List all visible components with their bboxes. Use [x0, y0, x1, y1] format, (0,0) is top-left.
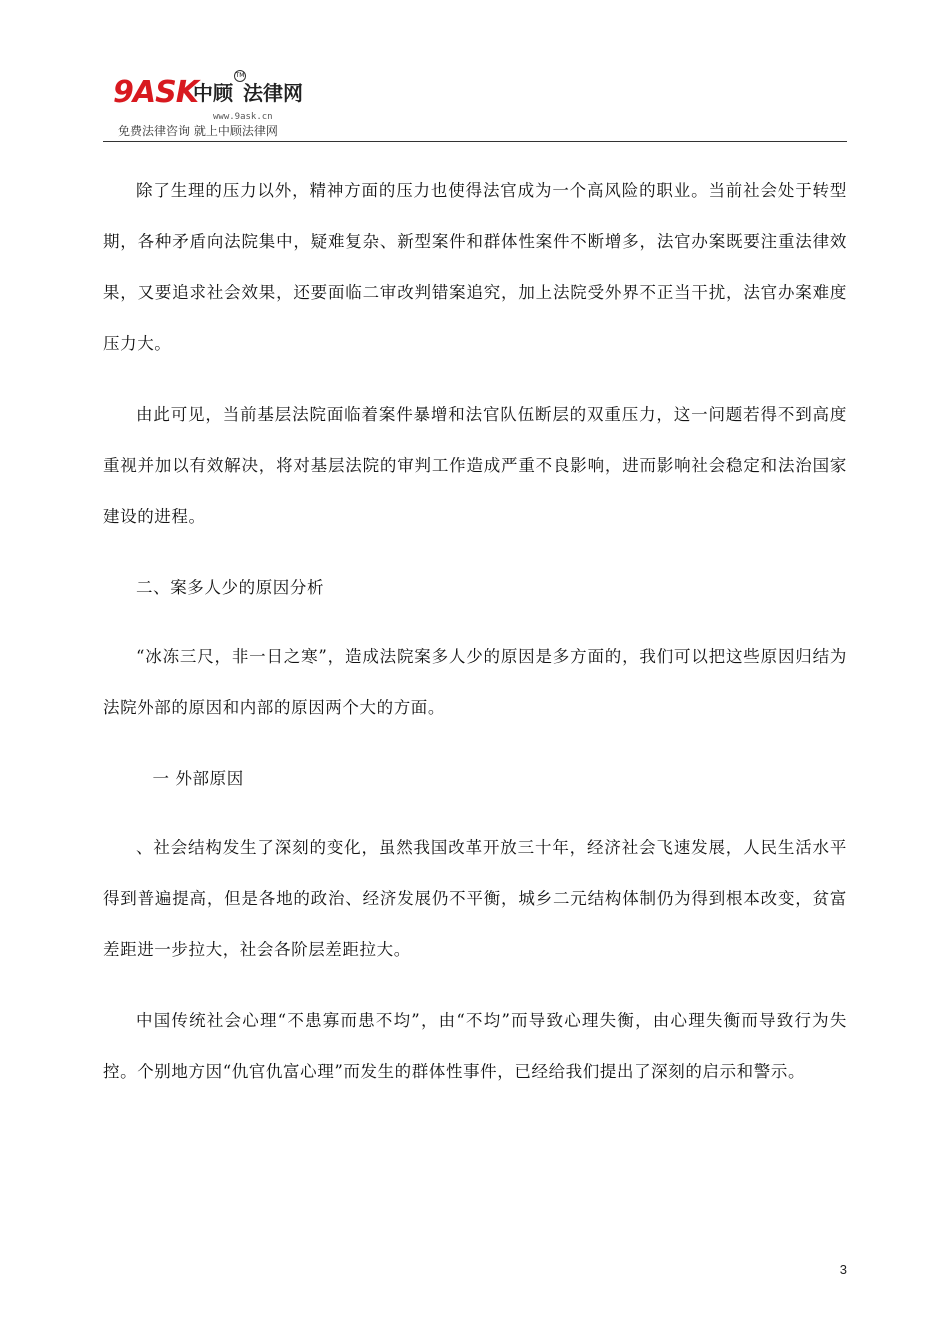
header-divider — [103, 141, 847, 142]
logo-site-cn: 法律网 — [243, 81, 303, 105]
paragraph: 中国传统社会心理“不患寡而患不均”，由“不均”而导致心理失衡，由心理失衡而导致行为失控。个别地方因“仇官仇富心理”而发生的群体性事件，已经给我们提出了深刻的启示和警示。 — [103, 1011, 847, 1081]
site-header — [113, 68, 413, 138]
paragraph: 除了生理的压力以外，精神方面的压力也使得法官成为一个高风险的职业。当前社会处于转型期，各种矛盾向法院集中，疑难复杂、新型案件和群体性案件不断增多，法官办案既要注重法律效果，又要追求社会效果，还要面临二审改判错案追究，加上法院受外界不正当干扰，法官办案难度压力大。 — [103, 181, 847, 353]
logo-url: www.9ask.cn — [213, 112, 273, 122]
logo-name-cn: 中顾 — [193, 81, 233, 105]
paragraph: 由此可见，当前基层法院面临着案件暴增和法官队伍断层的双重压力，这一问题若得不到高度重视并加以有效解决，将对基层法院的审判工作造成严重不良影响，进而影响社会稳定和法治国家建设的进程。 — [103, 405, 847, 526]
paragraph: 、社会结构发生了深刻的变化，虽然我国改革开放三十年，经济社会飞速发展，人民生活水平得到普遍提高，但是各地的政治、经济发展仍不平衡，城乡二元结构体制仍为得到根本改变，贫富差距进一步拉大，社会各阶层差距拉大。 — [103, 838, 847, 959]
paragraph: “冰冻三尺，非一日之寒”，造成法院案多人少的原因是多方面的，我们可以把这些原因归结为法院外部的原因和内部的原因两个大的方面。 — [103, 647, 847, 717]
subsection-heading: 一 外部原因 — [152, 769, 244, 788]
trademark-icon: TM — [234, 70, 246, 82]
header-slogan: 免费法律咨询 就上中顾法律网 — [118, 124, 278, 138]
logo-name — [193, 80, 303, 106]
page-number: 3 — [839, 1262, 847, 1277]
document-body — [103, 165, 847, 1117]
logo-brand: 9ASK — [113, 75, 198, 110]
section-heading: 二、案多人少的原因分析 — [136, 578, 325, 597]
